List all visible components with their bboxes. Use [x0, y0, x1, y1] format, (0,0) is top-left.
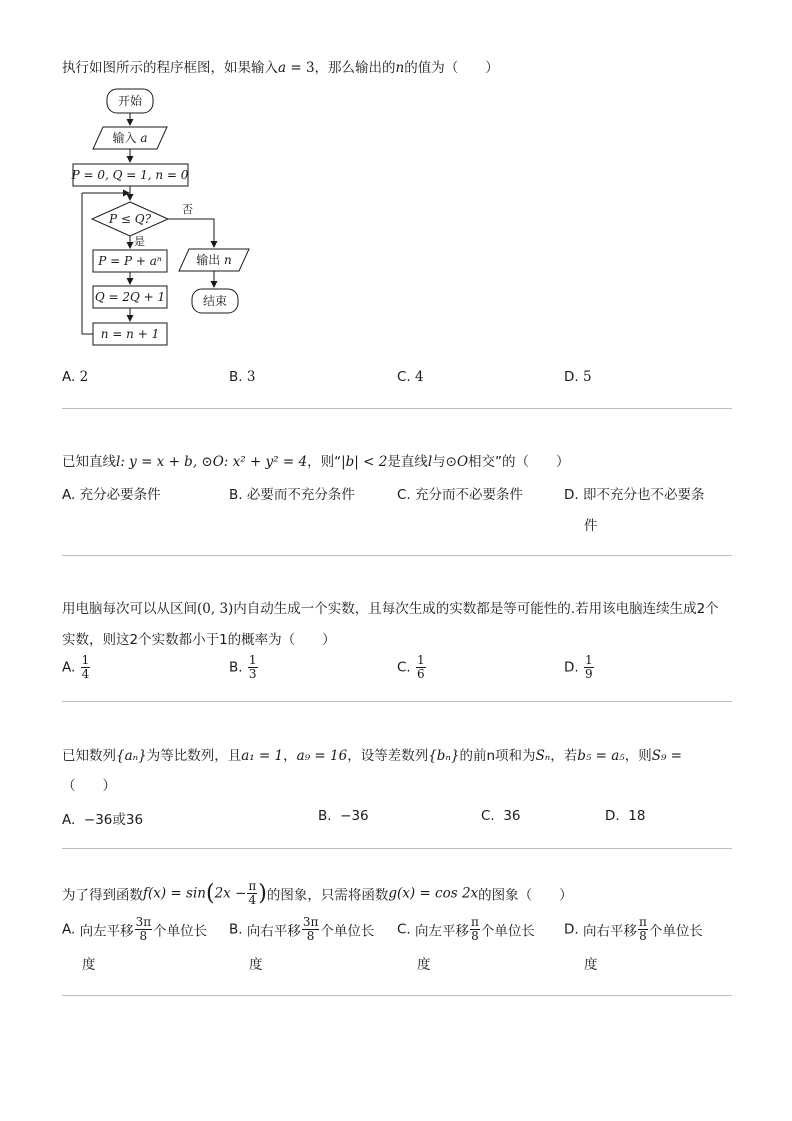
flow-condition-label: P ≤ Q?: [108, 212, 152, 226]
q2-option-d-wrap: 件: [584, 518, 598, 534]
q3-option-b[interactable]: B. $\frac{1}{3}$: [229, 653, 257, 681]
q5-stem: 为了得到函数f(x) = sin(2x − $\frac{\pi}{4}$ )的图象，只需将函数g(x) = cos 2x的图象（ ）: [62, 879, 573, 907]
flow-end-label: 结束: [202, 294, 228, 308]
flow-yes-label: 是: [134, 235, 145, 248]
q5-option-d[interactable]: D. 向右平移 $\frac{\pi}{8}$ 个单位长: [564, 915, 703, 943]
q4-option-b[interactable]: B. −36: [318, 808, 369, 824]
q3-option-d[interactable]: D. $\frac{1}{9}$: [564, 653, 593, 681]
divider: [62, 995, 732, 996]
fraction: $\frac{1}{3}$: [248, 653, 257, 681]
q4-option-d[interactable]: D. 18: [605, 808, 646, 824]
divider: [62, 408, 732, 409]
flow-input-label: 输入 a: [112, 131, 148, 145]
q1-option-a[interactable]: A. 2: [62, 369, 89, 385]
flow-no-label: 否: [182, 203, 193, 216]
q3-option-a[interactable]: A. $\frac{1}{4}$: [62, 653, 90, 681]
flow-output-label: 输出 n: [196, 253, 232, 267]
flow-step2-label: Q = 2Q + 1: [94, 290, 166, 304]
q5-option-b[interactable]: B. 向右平移 $\frac{3\pi}{8}$ 个单位长: [229, 915, 375, 943]
q2-stem: 已知直线l: y = x + b, ⊙O: x² + y² = 4，则“|b| < 2是直线l与⊙O相交”的（ ）: [62, 454, 570, 470]
flow-step1-label: P = P + aⁿ: [98, 254, 162, 268]
fraction: $\frac{1}{4}$: [81, 653, 90, 681]
q5-option-a-wrap: 度: [82, 957, 96, 973]
q4-option-c[interactable]: C. 36: [481, 808, 521, 824]
fraction: $\frac{1}{9}$: [584, 653, 593, 681]
q2-option-c[interactable]: C. 充分而不必要条件: [397, 487, 524, 503]
q1-option-d[interactable]: D. 5: [564, 369, 592, 385]
q3-option-c[interactable]: C. $\frac{1}{6}$: [397, 653, 425, 681]
q1-stem: 执行如图所示的程序框图，如果输入a = 3，那么输出的n的值为（ ）: [62, 60, 499, 76]
flow-step3-label: n = n + 1: [100, 327, 160, 341]
flow-init-label: P = 0, Q = 1, n = 0: [71, 168, 189, 182]
q5-option-c[interactable]: C. 向左平移 $\frac{\pi}{8}$ 个单位长: [397, 915, 535, 943]
q2-option-a[interactable]: A. 充分必要条件: [62, 487, 161, 503]
q3-stem-line2: 实数，则这2个实数都小于1的概率为（ ）: [62, 632, 336, 648]
q5-option-a[interactable]: A. 向左平移 $\frac{3\pi}{8}$ 个单位长: [62, 915, 208, 943]
divider: [62, 555, 732, 556]
q2-option-b[interactable]: B. 必要而不充分条件: [229, 487, 355, 503]
q5-option-b-wrap: 度: [249, 957, 263, 973]
q4-stem-line2: （ ）: [62, 778, 116, 794]
flowchart: [60, 82, 260, 358]
q4-option-a[interactable]: A. −36或36: [62, 812, 144, 828]
divider: [62, 848, 732, 849]
q1-option-b[interactable]: B. 3: [229, 369, 256, 385]
q2-option-d[interactable]: D. 即不充分也不必要条: [564, 487, 705, 503]
divider: [62, 701, 732, 702]
q3-stem-line1: 用电脑每次可以从区间(0, 3)内自动生成一个实数，且每次生成的实数都是等可能性的.若用该电脑连续生成2个: [62, 601, 719, 617]
q5-option-d-wrap: 度: [584, 957, 598, 973]
fraction: $\frac{1}{6}$: [417, 653, 425, 681]
q4-stem: 已知数列{aₙ}为等比数列，且a₁ = 1，a₉ = 16，设等差数列{bₙ}的前n项和为Sₙ，若b₅ = a₅，则S₉ =: [62, 748, 682, 764]
flow-start-label: 开始: [117, 94, 143, 108]
q1-option-c[interactable]: C. 4: [397, 369, 424, 385]
q5-option-c-wrap: 度: [417, 957, 431, 973]
